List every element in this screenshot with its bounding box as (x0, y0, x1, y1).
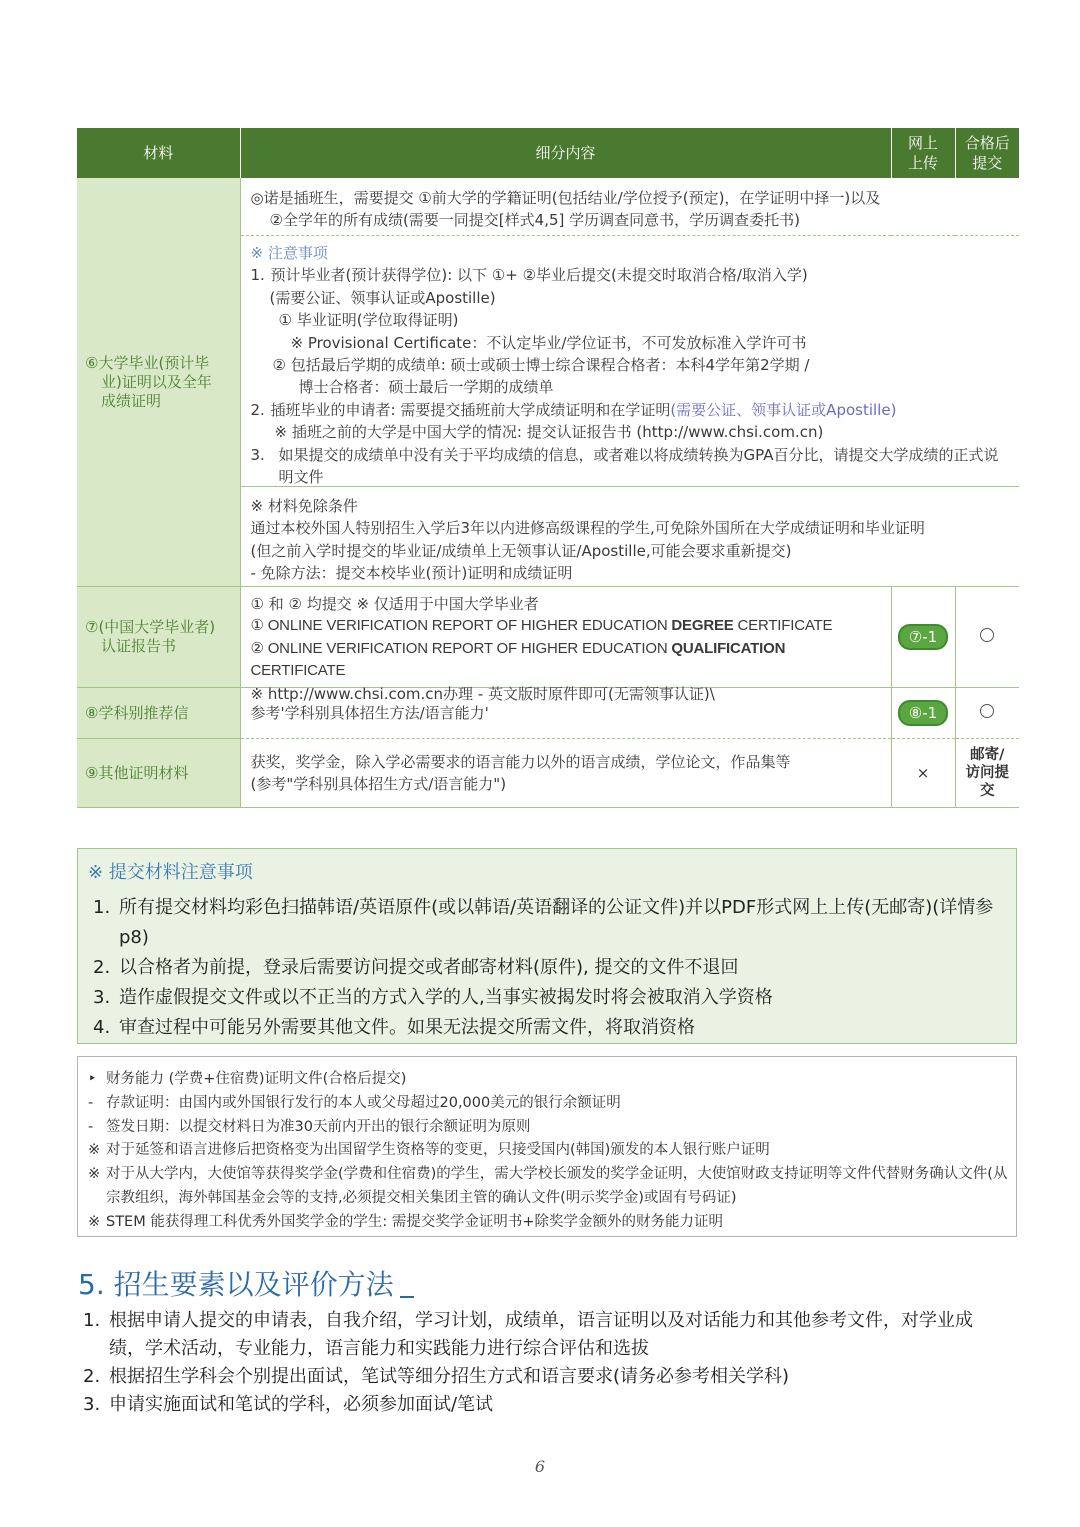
list-item: 2. 根据招生学科会个别提出面试，笔试等细分招生方式和语言要求(请务必参考相关学科) (83, 1366, 790, 1387)
submission-notice-box (77, 848, 1017, 1044)
header-online: 网上 上传 (891, 128, 955, 178)
list-item: 1. 所有提交材料均彩色扫描韩语/英语原件(或以韩语/英语翻译的公证文件)并以PDF形式网上上传(无邮寄)(详情参p8) (93, 897, 994, 948)
row7-label: ⑦(中国大学毕业者) 认证报告书 (77, 587, 240, 688)
row8-online (891, 688, 955, 739)
table-row (77, 739, 1019, 808)
row6-label: ⑥大学毕业(预计毕 业)证明以及全年 成绩证明 (77, 178, 240, 587)
section-title: 5. 招生要素以及评价方法 (78, 1263, 414, 1303)
list-item: 3. 申请实施面试和笔试的学科，必须参加面试/笔试 (83, 1394, 494, 1415)
list-item: - 存款证明：由国内或外国银行发行的本人或父母超过20,000美元的银行余额证明 (88, 1094, 621, 1111)
row8-after-pass (955, 688, 1019, 739)
circle-mark-icon (980, 628, 994, 642)
page-number: 6 (534, 1457, 546, 1476)
list-item: 4. 审查过程中可能另外需要其他文件。如果无法提交所需文件，将取消资格 (93, 1017, 695, 1038)
section-list (83, 1307, 1003, 1419)
row7-online-badge: ⑦-1 (898, 624, 948, 650)
list-item: - 签发日期：以提交材料日为准30天前内开出的银行余额证明为原则 (88, 1118, 531, 1135)
row8-detail: 参考'学科别具体招生方法/语言能力' (240, 688, 891, 739)
financial-proof-box (77, 1056, 1017, 1237)
table-header-row (77, 128, 1019, 178)
row6-exemption: ※ 材料免除条件 通过本校外国人特别招生入学后3年以内进修高级课程的学生,可免除外国所在大学成绩证明和毕业证明 (但之前入学时提交的毕业证/成绩单上无领事认证/Apostille,可能会要求重新提交) - 免除方法：提交本校毕业(预计)证明和成绩证明 (240, 487, 1019, 587)
list-item: ※ 对于延签和语言进修后把资格变为出国留学生资格等的变更，只接受国内(韩国)颁发的本人银行账户证明 (88, 1142, 770, 1159)
table-row (77, 587, 1019, 688)
header-material: 材料 (77, 128, 240, 178)
list-item: 3. 造作虚假提交文件或以不正当的方式入学的人,当事实被揭发时将会被取消入学资格 (93, 987, 773, 1008)
circle-mark-icon (980, 704, 994, 718)
list-item: ‣ 财务能力 (学费+住宿费)证明文件(合格后提交) (88, 1071, 407, 1087)
row8-online-badge: ⑧-1 (898, 700, 948, 726)
row9-label: ⑨其他证明材料 (77, 739, 240, 808)
notice-list (93, 893, 1008, 1043)
header-detail: 细分内容 (240, 128, 891, 178)
list-item: 2. 以合格者为前提，登录后需要访问提交或者邮寄材料(原件), 提交的文件不退回 (93, 957, 739, 978)
row7-detail: ① 和 ② 均提交 ※ 仅适用于中国大学毕业者 ① ONLINE VERIFICATION REPORT OF HIGHER EDUCATION DEGREE CERTIFICATE ② ONLINE VERIFICATION REPORT OF HIGHER EDUCATION QUALIFICATION CERTIFICATE ※ http://www.chsi.com.cn办理 - 英文版时原件即可(无需领事认证)\ (240, 587, 891, 688)
table-row (77, 178, 1019, 236)
row7-after-pass (955, 587, 1019, 688)
list-item: 1. 根据申请人提交的申请表，自我介绍，学习计划，成绩单，语言证明以及对话能力和其他参考文件，对学业成绩，学术活动，专业能力，语言能力和实践能力进行综合评估和选拔 (83, 1310, 973, 1359)
row8-label: ⑧学科别推荐信 (77, 688, 240, 739)
list-item: ※ 对于从大学内，大使馆等获得奖学金(学费和住宿费)的学生，需大学校长颁发的奖学金证明，大使馆财政支持证明等文件代替财务确认文件(从宗教组织，海外韩国基金会等的支持,必须提交相关集团主管的确认文件(明示奖学金)或固有号码证) (88, 1166, 1008, 1206)
row9-detail: 获奖，奖学金，除入学必需要求的语言能力以外的语言成绩，学位论文，作品集等 (参考"学科别具体招生方式/语言能力") (240, 739, 891, 808)
row9-online: × (891, 739, 955, 808)
row9-after-pass: 邮寄/ 访问提 交 (955, 739, 1019, 808)
row6-notes: ※ 注意事项 1. 预计毕业者(预计获得学位): 以下 ①+ ②毕业后提交(未提交时取消合格/取消入学) (需要公证、领事认证或Apostille) ① 毕业证明(学位取得证明) ※ Provisional Certificate：不认定毕业/学位证书，不可发放标准入学许可书 ② 包括最后学期的成绩单: 硕士或硕士博士综合课程合格者：本科4学年第2学期 / 博士合格者：硕士最后一学期的成绩单 2. 插班毕业的申请者: 需要提交插班前大学成绩证明和在学证明(需要公证、领事认证或Apostille) ※ 插班之前的大学是中国大学的情况: 提交认证报告书 (http://www.chsi.com.cn) 3. 如果提交的成绩单中没有关于平均成绩的信息，或者难以将成绩转换为GPA百分比，请提交大学成绩的正式说明文件 (240, 236, 1019, 487)
notice-title: ※ 提交材料注意事项 (88, 862, 253, 883)
list-item: ※ STEM 能获得理工科优秀外国奖学金的学生: 需提交奖学金证明书+除奖学金额外的财务能力证明 (88, 1213, 723, 1230)
header-after-pass: 合格后 提交 (955, 128, 1019, 178)
row7-online (891, 587, 955, 688)
requirements-table (77, 128, 1019, 808)
row6-block1: ◎诺是插班生，需要提交 ①前大学的学籍证明(包括结业/学位授予(预定)，在学证明中择一)以及 ②全学年的所有成绩(需要一同提交[样式4,5] 学历调查同意书，学历调查委托书) (240, 178, 1019, 236)
